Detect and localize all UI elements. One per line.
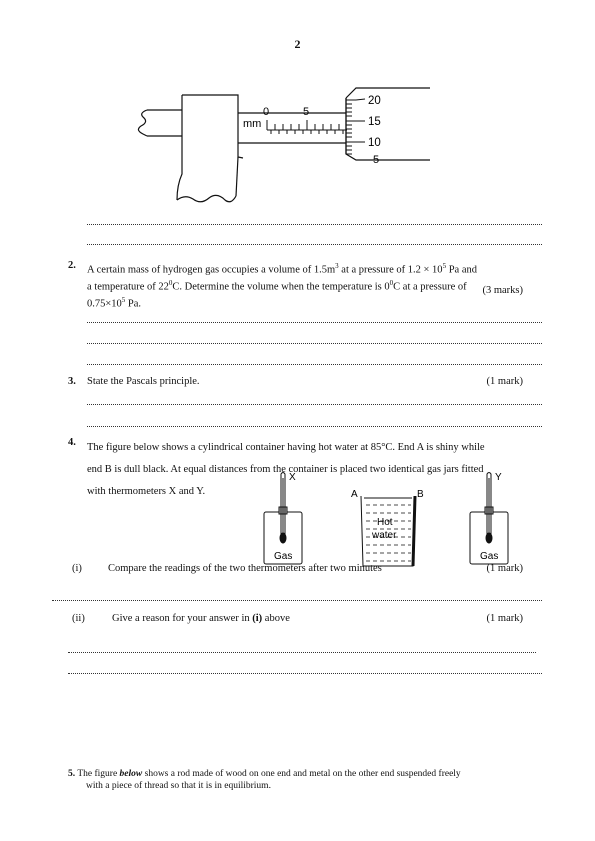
question-2-line-3: $0.75\times 10^5$ Pa. bbox=[87, 296, 142, 310]
question-2-line-2: a temperature of $22^0C$. Determine the volume when the temperature is $0^0C$ at a pressure of bbox=[87, 279, 467, 293]
answer-line bbox=[87, 224, 542, 225]
answer-line bbox=[87, 426, 542, 427]
answer-line bbox=[52, 600, 542, 601]
question-3-number: 3. bbox=[68, 376, 76, 387]
question-4-part-ii-number: (ii) bbox=[72, 613, 85, 624]
question-3-marks: (1 mark) bbox=[486, 376, 523, 387]
thimble-label-10: 10 bbox=[368, 137, 381, 149]
thermometer-x-label: X bbox=[289, 472, 296, 483]
question-2-number: 2. bbox=[68, 260, 76, 271]
thimble-label-5: 5 bbox=[373, 154, 380, 166]
question-4-part-ii-marks: (1 mark) bbox=[486, 613, 523, 624]
question-4-line-1: The figure below shows a cylindrical container having hot water at 85°C. End A is shiny while bbox=[87, 442, 485, 453]
question-3-text: State the Pascals principle. bbox=[87, 376, 200, 387]
answer-line bbox=[68, 673, 542, 674]
gas-right-label: Gas bbox=[480, 551, 499, 562]
question-5-line-1: 5. The figure below shows a rod made of wood on one end and metal on the other end suspended freely bbox=[68, 769, 461, 779]
answer-line bbox=[87, 404, 542, 405]
answer-line bbox=[87, 343, 542, 344]
page-number: 2 bbox=[294, 37, 301, 51]
question-2-marks: (3 marks) bbox=[482, 285, 523, 296]
sleeve-label-5: 5 bbox=[303, 106, 310, 118]
thimble-label-20: 20 bbox=[368, 95, 381, 107]
question-4-part-i-marks: (1 mark) bbox=[486, 563, 523, 574]
sleeve-label-0: 0 bbox=[263, 106, 270, 118]
question-2-line-1: A certain mass of hydrogen gas occupies a volume of $1.5m^3$ at a pressure of $1.2 \times 10^5$ Pa and bbox=[87, 262, 477, 276]
question-4-line-2: end B is dull black. At equal distances from the container is placed two identical gas jars fitted bbox=[87, 464, 484, 475]
radiation-experiment-figure bbox=[255, 470, 525, 570]
question-4-part-i-number: (i) bbox=[72, 563, 82, 574]
question-4-line-3: with thermometers X and Y. bbox=[87, 486, 206, 497]
answer-line bbox=[87, 244, 542, 245]
question-4-number: 4. bbox=[68, 437, 76, 448]
water-label: water bbox=[372, 530, 397, 541]
thimble-label-15: 15 bbox=[368, 116, 381, 128]
hot-label: Hot bbox=[377, 517, 393, 528]
question-5-line-2: with a piece of thread so that it is in equilibrium. bbox=[86, 781, 271, 791]
end-a-label: A bbox=[351, 489, 358, 500]
question-4-part-ii-text: Give a reason for your answer in (i) above bbox=[112, 613, 290, 624]
answer-line bbox=[87, 322, 542, 323]
end-b-label: B bbox=[417, 489, 424, 500]
answer-line bbox=[87, 364, 542, 365]
question-4-part-i-text: Compare the readings of the two thermometers after two minutes bbox=[108, 563, 382, 574]
thermometer-y-label: Y bbox=[495, 472, 502, 483]
question-5-text bbox=[68, 768, 538, 792]
micrometer-figure bbox=[125, 82, 435, 212]
answer-line bbox=[68, 652, 536, 653]
micrometer-unit-label: mm bbox=[243, 118, 262, 130]
gas-left-label: Gas bbox=[274, 551, 293, 562]
